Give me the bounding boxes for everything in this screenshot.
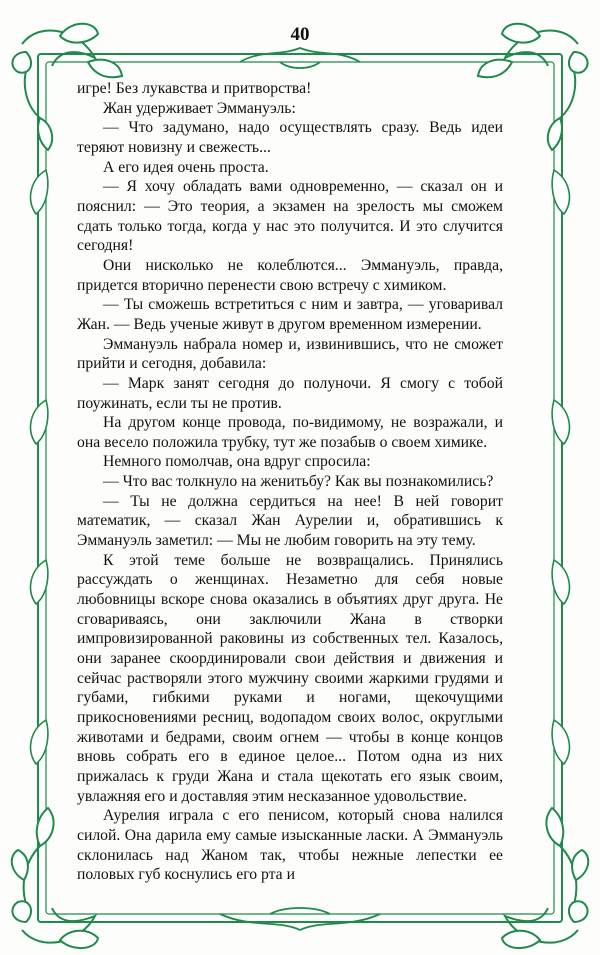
paragraph: — Что задумано, надо осуществлять сразу. Ведь идеи теряют новизну и свежесть... xyxy=(77,119,503,156)
paragraph: игре! Без лукавства и притворства! xyxy=(77,80,312,97)
body-text xyxy=(77,79,503,885)
top-center-ornament xyxy=(240,48,360,68)
side-ornament-left xyxy=(31,170,48,764)
paragraph: А его идея очень проста. xyxy=(103,158,269,176)
paragraph: — Ты не должна сердиться на нее! В ней говорит математик, — сказал Жан Аурелии и, обратившись к Эммануэль заметил: — Мы не любим говорить на эту тему. xyxy=(77,492,503,550)
paragraph: Аурелия играла с его пенисом, который снова налился силой. Она дарила ему самые изысканные ласки. А Эммануэль склонилась над Жаном так, чтобы нежные лепестки ее половых губ коснулись его рта и xyxy=(77,807,503,884)
paragraph: Жан удерживает Эммануэль: xyxy=(103,99,296,117)
paragraph: — Я хочу обладать вами одновременно, — сказал он и пояснил: — Это теория, а экзамен на зрелость мы сможем сдать только тогда, когда у нас это получится. И это случится сегодня! xyxy=(77,178,503,255)
side-ornament-right xyxy=(552,170,569,764)
paragraph: К этой теме больше не возвращались. Принялись рассуждать о женщинах. Незаметно для себя новые любовницы вскоре снова оказались в объятиях друг друга. Не сговариваясь, они заключили Жана в створки импровизированной раковины из собственных тел. Казалось, они заранее скоординировали свои действия и движения и сейчас растворяли этого мужчину своими жаркими грудями и губами, гибкими руками и ногами, щекочущими прикосновениями ресниц, водопадом своих волос, округлыми животами и бедрами, своим огнем — чтобы в конце концов вновь собрать его в единое целое... Потом одна из них прижалась к груди Жана и стала щекотать его язык своим, увлажняя его и доставляя этим несказанное удовольствие. xyxy=(77,551,503,805)
paragraph: Эммануэль набрала номер и, извинившись, что не сможет прийти и сегодня, добавила: xyxy=(77,335,503,373)
corner-ornament-bottom-right xyxy=(502,808,588,948)
paragraph: Они нисколько не колеблются... Эммануэль, правда, придется вторично перенести свою встречу с химиком. xyxy=(77,256,503,294)
paragraph: — Ты сможешь встретиться с ним и завтра, — уговаривал Жан. — Ведь ученые живут в другом временном измерении. xyxy=(77,296,503,333)
paragraph: — Марк занят сегодня до полуночи. Я смогу с тобой поужинать, если ты не против. xyxy=(77,374,503,412)
paragraph: — Что вас толкнуло на женитьбу? Как вы познакомились? xyxy=(103,473,494,491)
paragraph: Немного помолчав, она вдруг спросила: xyxy=(103,453,371,471)
page-number: 40 xyxy=(290,24,310,45)
paragraph: На другом конце провода, по-видимому, не возражали, и она весело положила трубку, тут же позабыв о своем химике. xyxy=(77,414,503,451)
bottom-center-ornament xyxy=(220,908,380,930)
